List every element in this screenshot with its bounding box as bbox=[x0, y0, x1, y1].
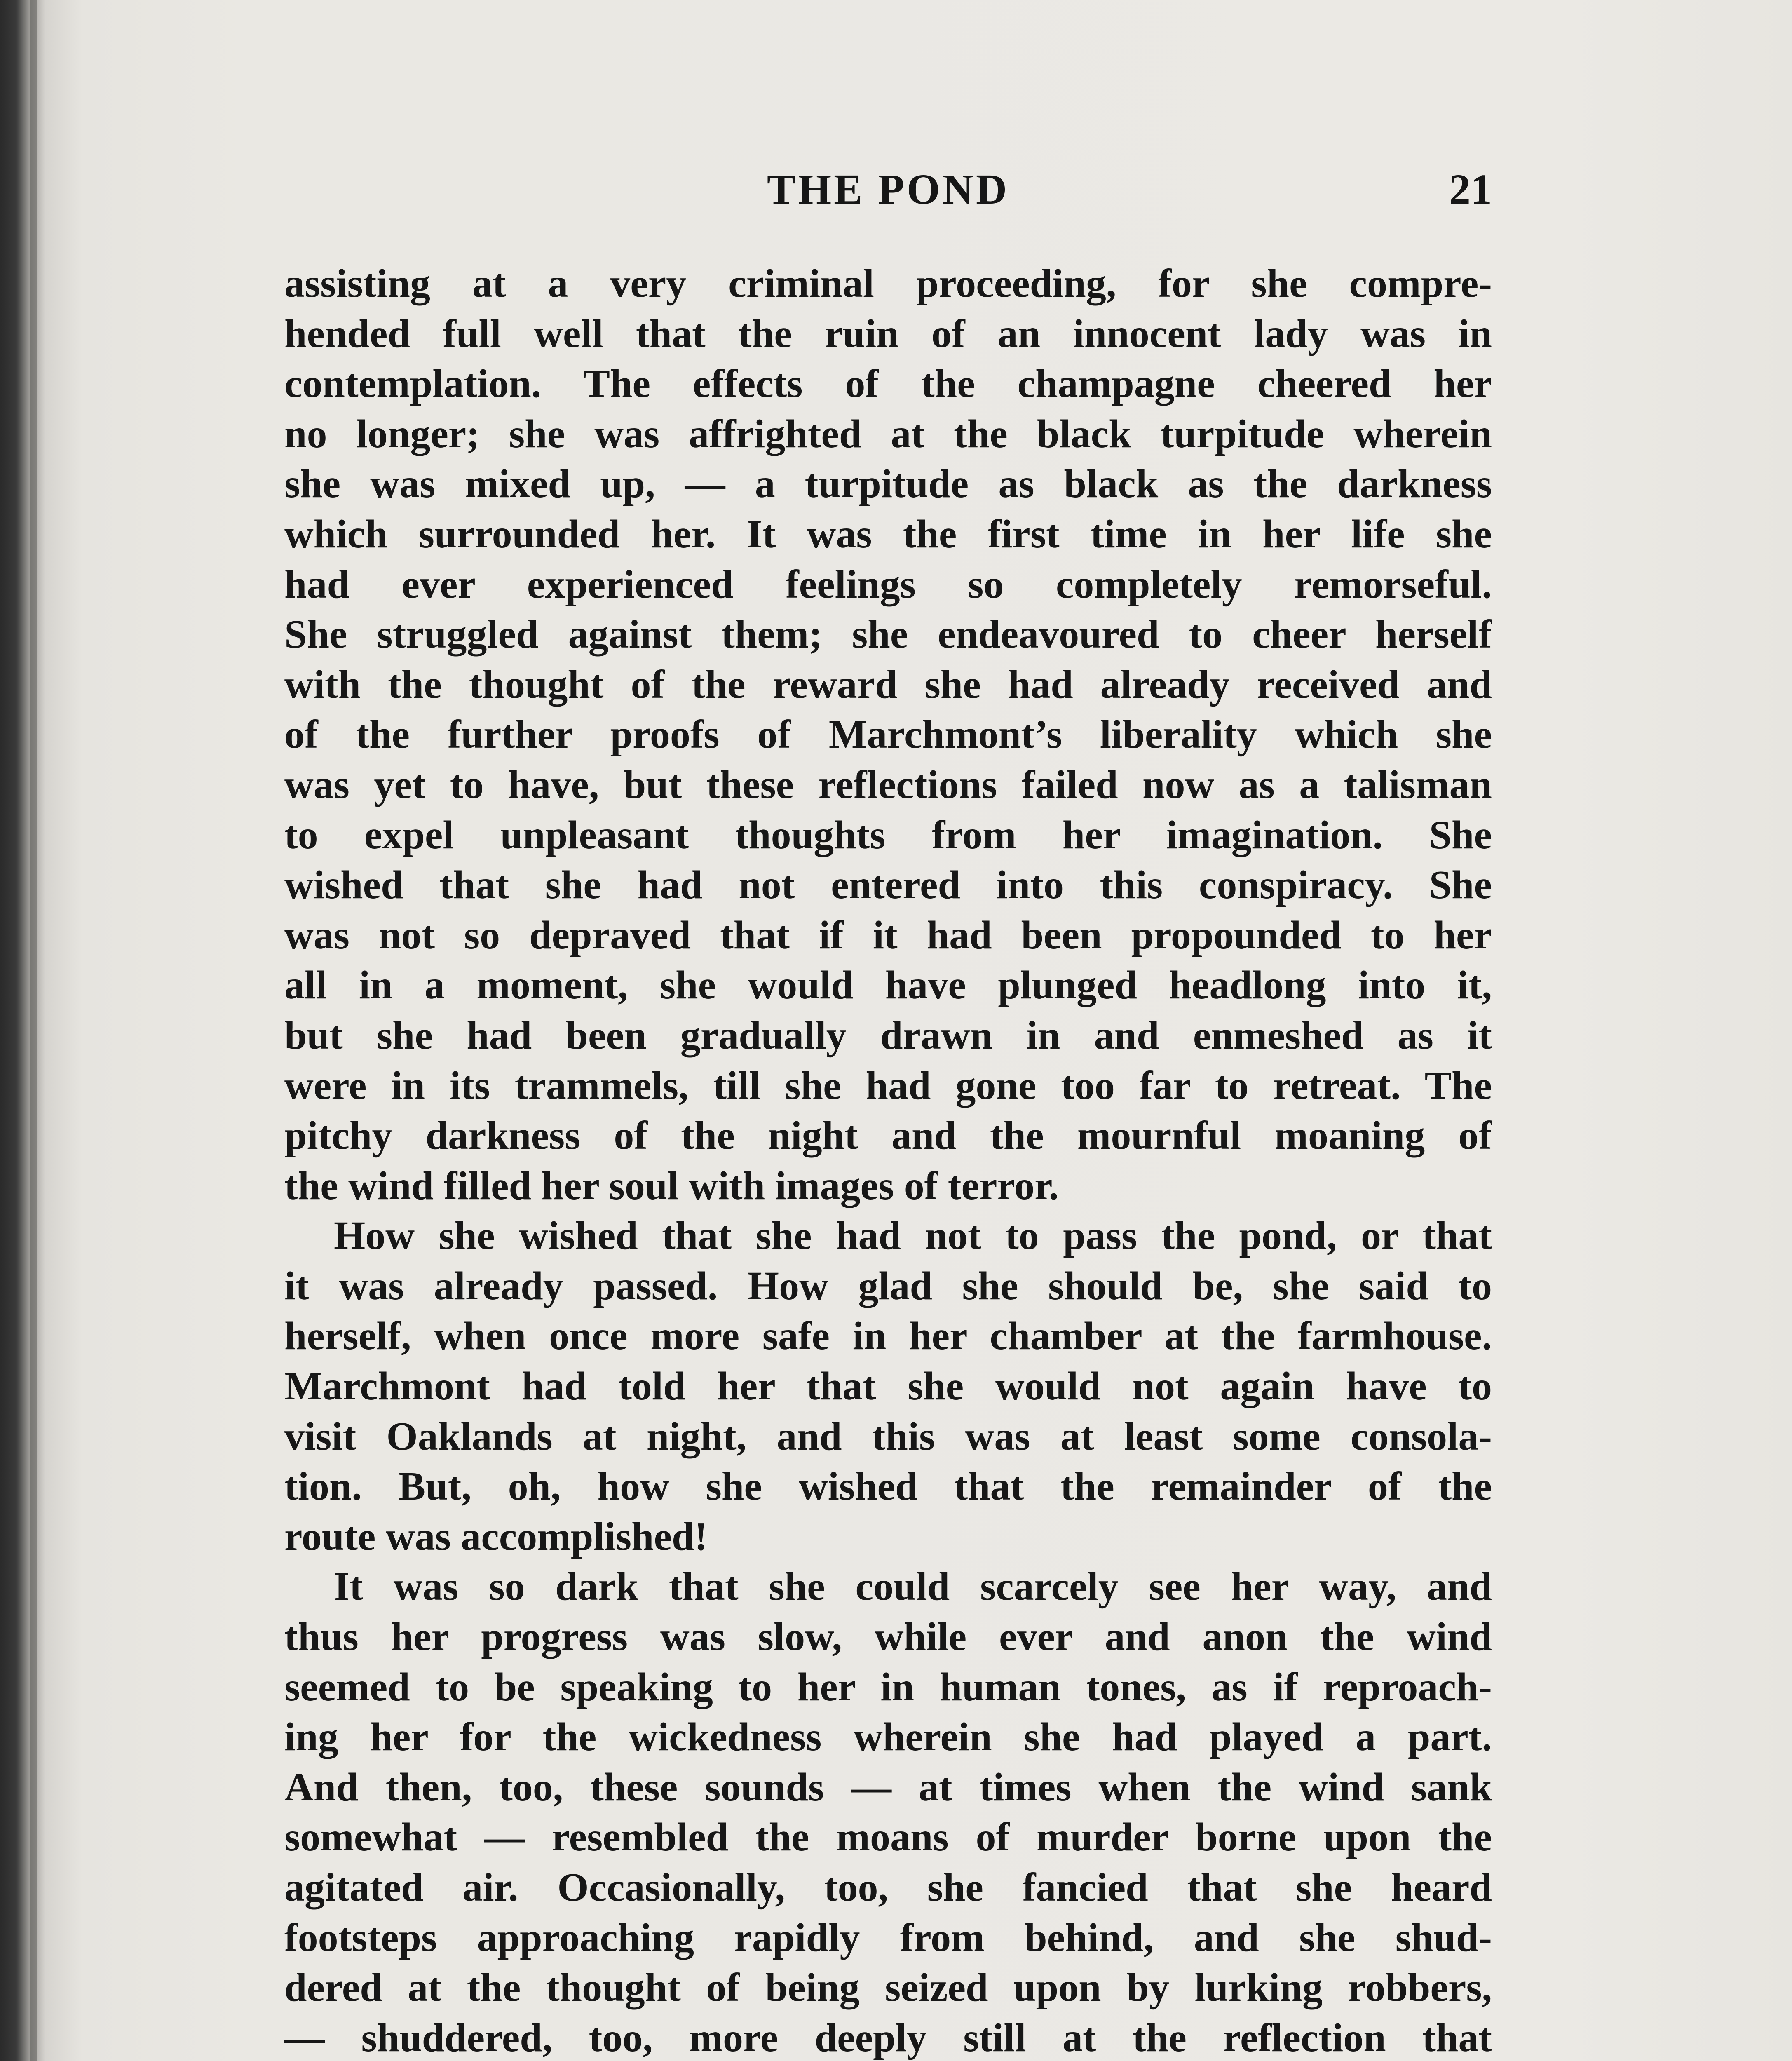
text-line: visit Oaklands at night, and this was at least some consola- bbox=[284, 1414, 1492, 1459]
text-line: thus her progress was slow, while ever and anon the wind bbox=[284, 1615, 1492, 1660]
running-title: THE POND bbox=[767, 166, 1010, 213]
binding-gutter bbox=[30, 0, 37, 2061]
text-line: She struggled against them; she endeavoured to cheer herself bbox=[284, 612, 1492, 657]
text-line: of the further proofs of Marchmont’s liberality which she bbox=[284, 712, 1492, 757]
text-line: she was mixed up, — a turpitude as black as the darkness bbox=[284, 462, 1492, 507]
body-text bbox=[284, 259, 1492, 2061]
text-line: had ever experienced feelings so completely remorseful. bbox=[284, 562, 1492, 607]
text-line: assisting at a very criminal proceeding, for she compre- bbox=[284, 261, 1492, 306]
running-header bbox=[284, 165, 1492, 227]
text-line: contemplation. The effects of the champagne cheered her bbox=[284, 361, 1492, 406]
text-line: to expel unpleasant thoughts from her imagination. She bbox=[284, 812, 1492, 857]
text-line: And then, too, these sounds — at times when the wind sank bbox=[284, 1765, 1492, 1810]
text-line: was yet to have, but these reflections failed now as a talisman bbox=[284, 762, 1492, 807]
paragraph-end-line: the wind filled her soul with images of terror. bbox=[284, 1163, 1059, 1208]
paragraph-start-line: How she wished that she had not to pass the pond, or that bbox=[334, 1214, 1492, 1258]
text-line: with the thought of the reward she had already received and bbox=[284, 662, 1492, 707]
paragraph-end-line: route was accomplished! bbox=[284, 1514, 708, 1559]
text-line: hended full well that the ruin of an innocent lady was in bbox=[284, 311, 1492, 356]
text-line: agitated air. Occasionally, too, she fancied that she heard bbox=[284, 1865, 1492, 1910]
text-line: were in its trammels, till she had gone too far to retreat. The bbox=[284, 1063, 1492, 1108]
text-line: tion. But, oh, how she wished that the remainder of the bbox=[284, 1464, 1492, 1509]
text-line: pitchy darkness of the night and the mournful moaning of bbox=[284, 1113, 1492, 1158]
page-number: 21 bbox=[1449, 166, 1492, 213]
text-line: seemed to be speaking to her in human tones, as if reproach- bbox=[284, 1664, 1492, 1709]
text-line: all in a moment, she would have plunged headlong into it, bbox=[284, 963, 1492, 1008]
text-line: footsteps approaching rapidly from behind, and she shud- bbox=[284, 1915, 1492, 1960]
text-line: wished that she had not entered into this conspiracy. She bbox=[284, 863, 1492, 908]
paragraph-start-line: It was so dark that she could scarcely see her way, and bbox=[334, 1564, 1492, 1609]
text-line: ing her for the wickedness wherein she had played a part. bbox=[284, 1715, 1492, 1760]
text-line: which surrounded her. It was the first time in her life she bbox=[284, 512, 1492, 556]
text-line: Marchmont had told her that she would not again have to bbox=[284, 1364, 1492, 1409]
text-line: herself, when once more safe in her chamber at the farmhouse. bbox=[284, 1314, 1492, 1359]
text-line: somewhat — resembled the moans of murder borne upon the bbox=[284, 1815, 1492, 1860]
text-line: but she had been gradually drawn in and enmeshed as it bbox=[284, 1013, 1492, 1058]
text-line: dered at the thought of being seized upon by lurking robbers, bbox=[284, 1965, 1492, 2010]
text-line: no longer; she was affrighted at the black turpitude wherein bbox=[284, 411, 1492, 456]
text-line: it was already passed. How glad she should be, she said to bbox=[284, 1263, 1492, 1308]
text-line: was not so depraved that if it had been propounded to her bbox=[284, 913, 1492, 958]
text-line: — shuddered, too, more deeply still at the reflection that bbox=[284, 2015, 1492, 2060]
